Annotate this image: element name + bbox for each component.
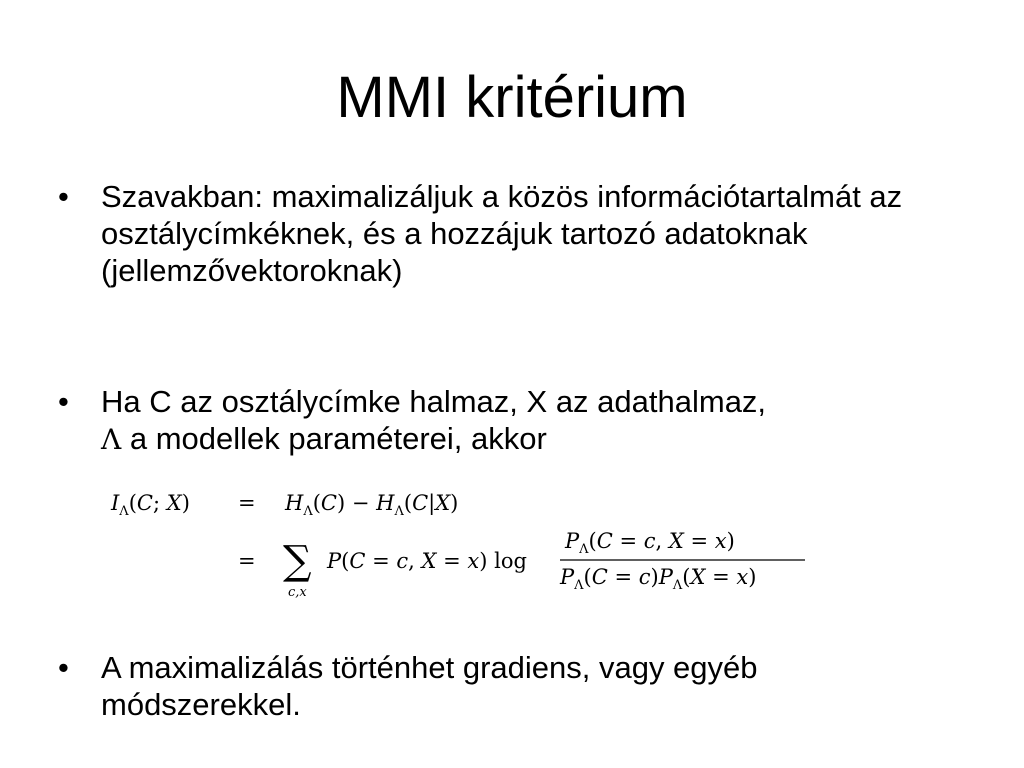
- svg-text:c,x: c,x: [288, 585, 307, 600]
- page-title: MMI kritérium: [336, 65, 688, 130]
- bullet-text-part: Ha C az osztálycímke halmaz, X az adathalmaz,: [101, 384, 767, 419]
- bullet-item-2: [58, 383, 958, 458]
- bullet-marker: •: [58, 384, 69, 419]
- bullet-item-1: [58, 178, 958, 289]
- mmi-formula: [105, 478, 815, 608]
- svg-text:=: =: [238, 491, 256, 515]
- bullet-text-part: a modellek paraméterei, akkor: [121, 421, 547, 456]
- bullet-text: [101, 383, 958, 458]
- formula-line-1: [110, 491, 458, 519]
- svg-text:PΛ(C = c, X = x): $P_\Lambda(C = c$, X = x): [565, 529, 735, 557]
- svg-text:P(C = c, X = x) log: P(C = c, X = x) log: [327, 549, 527, 573]
- lambda-symbol: Λ: [101, 423, 122, 456]
- bullet-item-3: [58, 649, 958, 723]
- formula-graphic: [105, 478, 815, 608]
- bullet-text: A maximalizálás történhet gradiens, vagy egyéb módszerekkel.: [101, 650, 758, 722]
- bullet-marker: •: [58, 179, 69, 214]
- svg-text:HΛ(C) − HΛ(C|X): $H_\Lambda(C) - H_\Lambda(C|X)$: [285, 491, 459, 519]
- bullet-text: Szavakban: maximalizáljuk a közös információtartalmát az osztálycímkéknek, és a hozzájuk tartozó adatoknak (jellemzővektoroknak): [101, 179, 903, 288]
- svg-text:∑: ∑: [283, 538, 312, 584]
- formula-line-2: [238, 529, 805, 600]
- svg-text:IΛ(C; X): $I_\Lambda(C$; X): [111, 491, 190, 519]
- svg-text:PΛ(C = c)PΛ(X = x): $P_\Lambda(C = c)P_\Lambda(X = x)$: [560, 565, 757, 593]
- svg-text:=: =: [238, 549, 256, 573]
- bullet-marker: •: [58, 650, 69, 685]
